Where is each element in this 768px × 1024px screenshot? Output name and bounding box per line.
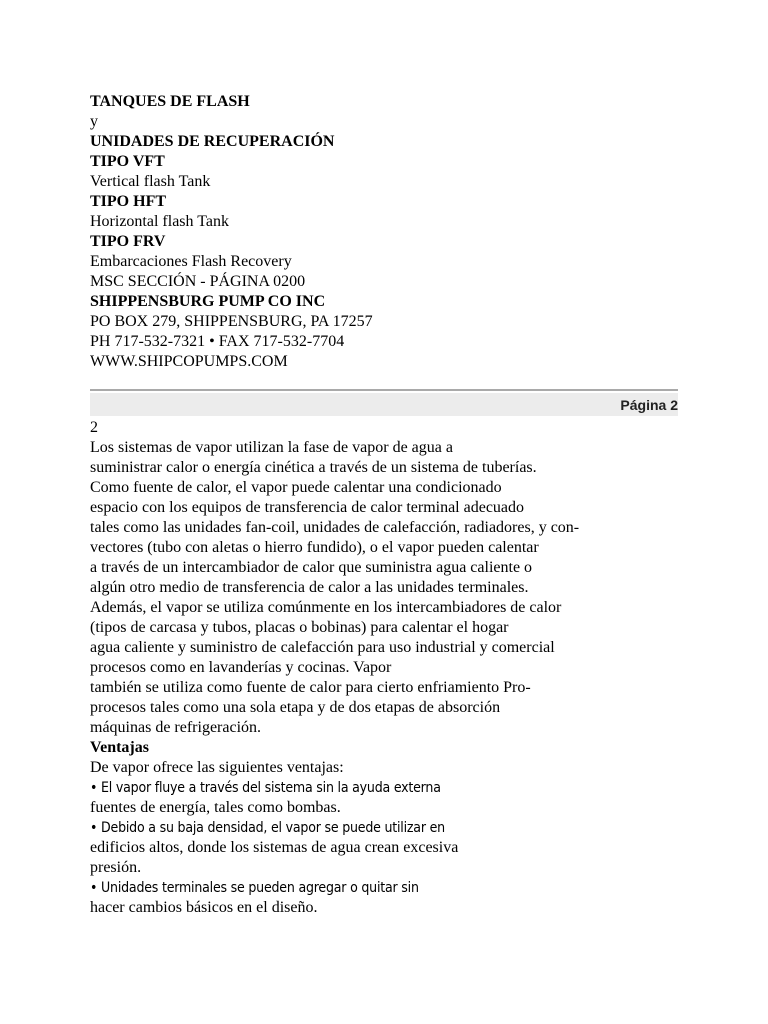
type-vft-desc: Vertical flash Tank xyxy=(90,173,211,190)
body-line: tales como las unidades fan-coil, unidades de calefacción, radiadores, y con- xyxy=(90,519,580,536)
page-label: Página 2 xyxy=(620,397,678,413)
body-line: suministrar calor o energía cinética a través de un sistema de tuberías. xyxy=(90,459,537,476)
body-line: Además, el vapor se utiliza comúnmente en los intercambiadores de calor xyxy=(90,599,562,616)
type-frv-desc: Embarcaciones Flash Recovery xyxy=(90,253,292,270)
body-line: procesos tales como una sola etapa y de dos etapas de absorción xyxy=(90,699,501,716)
body-line: a través de un intercambiador de calor que suministra agua caliente o xyxy=(90,559,533,576)
body-line: Como fuente de calor, el vapor puede calentar una condicionado xyxy=(90,479,502,496)
body-line: procesos como en lavanderías y cocinas. Vapor xyxy=(90,659,392,676)
type-hft-desc: Horizontal flash Tank xyxy=(90,213,229,230)
page-header-band xyxy=(90,393,678,416)
type-frv-code: TIPO FRV xyxy=(90,233,166,250)
company-website: WWW.SHIPCOPUMPS.COM xyxy=(90,353,288,370)
body-line: algún otro medio de transferencia de calor a las unidades terminales. xyxy=(90,579,529,596)
type-vft-code: TIPO VFT xyxy=(90,153,165,170)
body-line: (tipos de carcasa y tubos, placas o bobinas) para calentar el hogar xyxy=(90,619,509,636)
advantage-bullet-1: • El vapor fluye a través del sistema sin la ayuda externa xyxy=(90,780,441,796)
advantage-bullet-2: • Debido a su baja densidad, el vapor se puede utilizar en xyxy=(90,820,445,836)
body-line: vectores (tubo con aletas o hierro fundido), o el vapor pueden calentar xyxy=(90,539,539,556)
section-reference: MSC SECCIÓN - PÁGINA 0200 xyxy=(90,273,306,290)
body-line: también se utiliza como fuente de calor para cierto enfriamiento Pro- xyxy=(90,679,531,696)
advantage-bullet-3: • Unidades terminales se pueden agregar o quitar sin xyxy=(90,880,419,896)
advantage-bullet-1-cont: fuentes de energía, tales como bombas. xyxy=(90,799,341,816)
company-name: SHIPPENSBURG PUMP CO INC xyxy=(90,293,326,310)
body-line: Los sistemas de vapor utilizan la fase de vapor de agua a xyxy=(90,439,453,456)
doc-subtitle: UNIDADES DE RECUPERACIÓN xyxy=(90,133,335,150)
advantages-intro: De vapor ofrece las siguientes ventajas: xyxy=(90,759,344,776)
body-line: máquinas de refrigeración. xyxy=(90,719,262,736)
advantage-bullet-2-cont: edificios altos, donde los sistemas de agua crean excesiva xyxy=(90,839,459,856)
company-phone-fax: PH 717-532-7321 • FAX 717-532-7704 xyxy=(90,333,345,350)
company-address: PO BOX 279, SHIPPENSBURG, PA 17257 xyxy=(90,313,373,330)
page-number: 2 xyxy=(90,419,98,436)
page-divider xyxy=(90,389,678,391)
body-line: espacio con los equipos de transferencia de calor terminal adecuado xyxy=(90,499,525,516)
advantage-bullet-2-cont: presión. xyxy=(90,859,142,876)
type-hft-code: TIPO HFT xyxy=(90,193,167,210)
doc-conjunction: y xyxy=(90,113,98,130)
advantages-heading: Ventajas xyxy=(90,739,149,756)
page-2-content xyxy=(90,418,680,918)
document-header xyxy=(90,92,680,372)
body-line: agua caliente y suministro de calefacción para uso industrial y comercial xyxy=(90,639,555,656)
advantage-bullet-3-cont: hacer cambios básicos en el diseño. xyxy=(90,899,318,916)
doc-title: TANQUES DE FLASH xyxy=(90,93,250,110)
